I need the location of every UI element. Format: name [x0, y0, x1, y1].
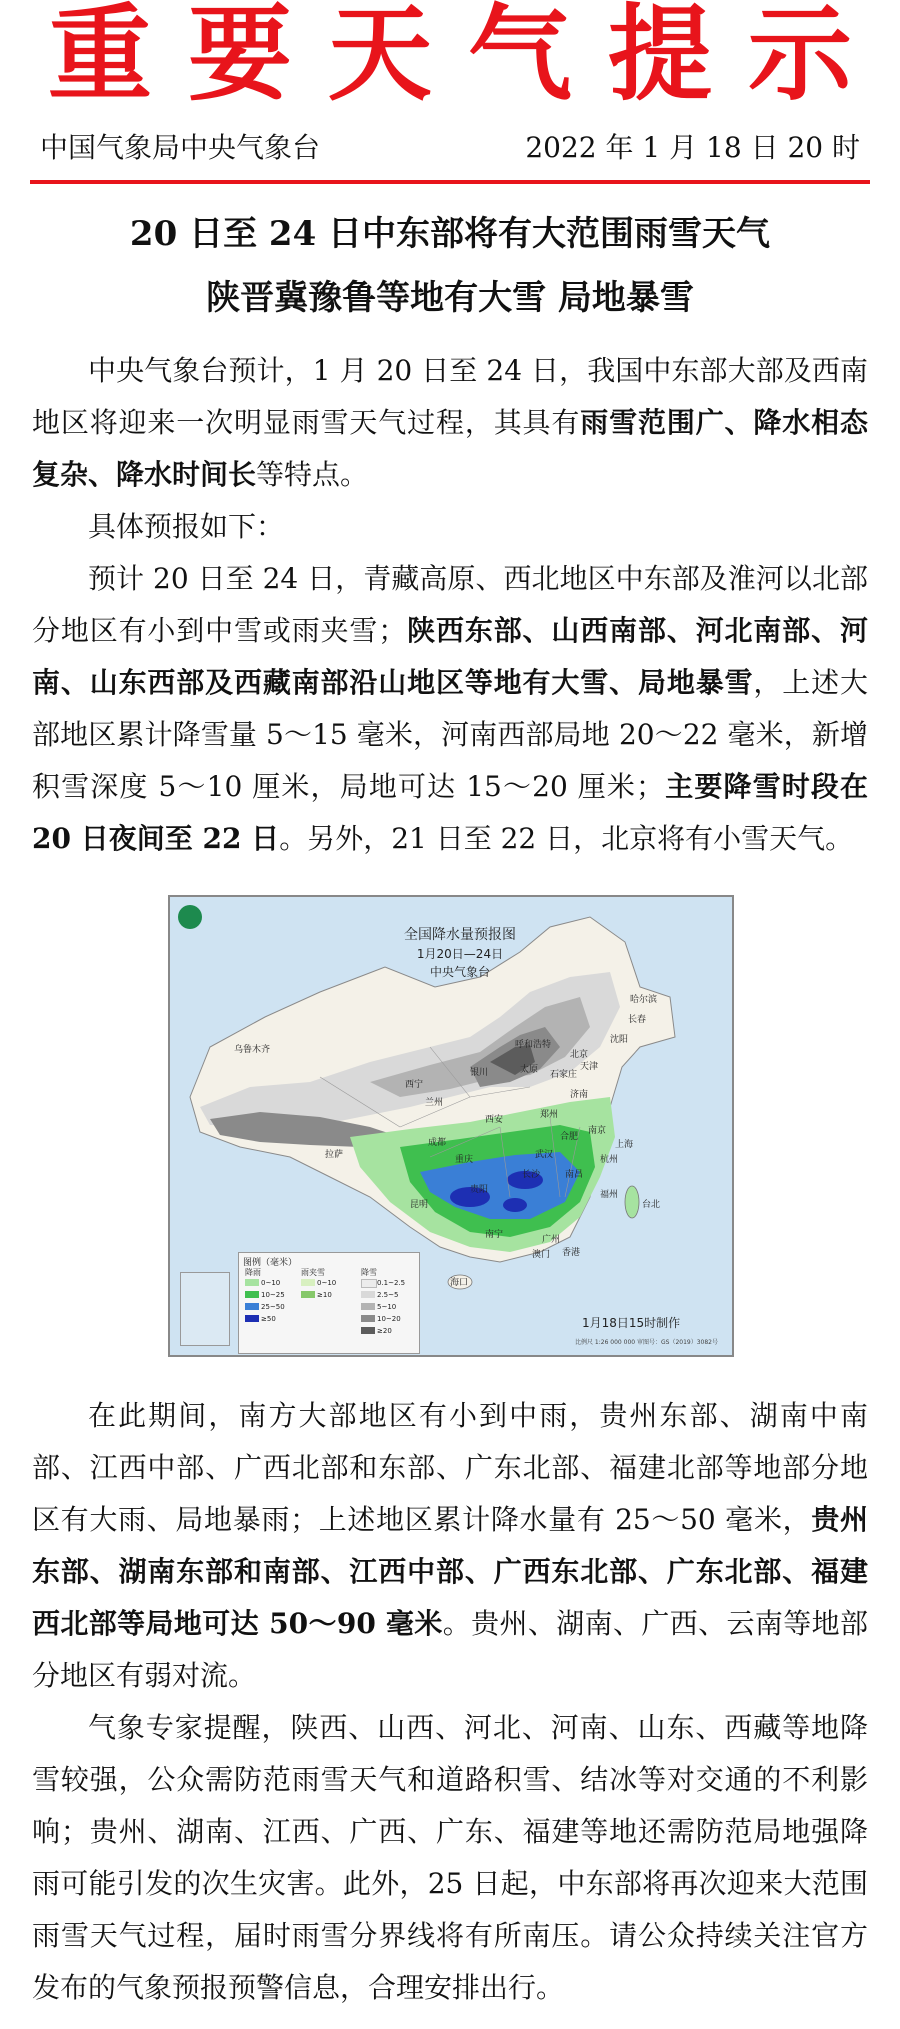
map-agency: 中央气象台	[429, 965, 490, 979]
map-legend	[238, 1252, 420, 1354]
south-china-sea-inset	[180, 1272, 230, 1346]
issuer-name: 中国气象局中央气象台	[40, 131, 321, 164]
snow-text-c: ，上述大部地区累计降雪量 5～15 毫米，河南西部局地 20～22 毫米，新增积雪深度 5～10 厘米，局地可达 15～20 厘米；	[32, 666, 868, 803]
map-period: 1月20日—24日	[416, 947, 504, 961]
legend-swatch	[361, 1279, 377, 1288]
city-label: 合肥	[560, 1132, 579, 1142]
city-label: 重庆	[455, 1155, 474, 1165]
headline-line-1: 20 日至 24 日中东部将有大范围雨雪天气	[129, 214, 771, 254]
city-label: 郑州	[540, 1110, 559, 1120]
map-title: 全国降水量预报图	[404, 927, 516, 943]
legend-swatch	[301, 1291, 315, 1298]
snow-highlight-period: 主要降雪时段在 20 日夜间至 22 日	[32, 770, 868, 855]
snow-highlight-regions: 陕西东部、山西南部、河北南部、河南、山东西部及西藏南部沿山地区等地有大雪、局地暴雪	[32, 614, 868, 699]
snow-text-e: 。另外，21 日至 22 日，北京将有小雪天气。	[279, 822, 854, 855]
city-label: 上海	[615, 1140, 634, 1150]
cma-logo-icon	[178, 905, 202, 929]
legend-label: ≥10	[317, 1291, 332, 1299]
paragraph-snow-forecast	[32, 553, 868, 865]
map-production-time: 1月18日15时制作	[582, 1316, 681, 1330]
legend-swatch	[245, 1291, 259, 1298]
city-label: 太原	[520, 1065, 539, 1075]
snow-text-a: 预计 20 日至 24 日，青藏高原、西北地区中东部及淮河以北部分地区有小到中雪或雨夹雪；	[32, 562, 868, 647]
issue-date: 2022 年 1 月 18 日 20 时	[525, 131, 860, 164]
paragraph-overview	[32, 345, 868, 501]
forecast-body-1	[32, 345, 868, 865]
city-label: 福州	[600, 1190, 619, 1200]
legend-swatch	[361, 1327, 375, 1334]
legend-label: 25~50	[261, 1303, 285, 1311]
city-label: 兰州	[425, 1098, 444, 1108]
city-label: 贵阳	[470, 1185, 489, 1195]
city-label: 成都	[428, 1138, 447, 1148]
legend-swatch	[301, 1279, 315, 1286]
city-label: 海口	[450, 1278, 469, 1288]
legend-sleet-header: 雨夹雪	[301, 1268, 325, 1277]
overview-highlight: 雨雪范围广、降水相态复杂、降水时间长	[32, 406, 868, 491]
issuer-row	[40, 128, 860, 168]
legend-label: 0~10	[317, 1279, 337, 1287]
legend-rain-header: 降雨	[245, 1268, 261, 1277]
overview-tail: 等特点。	[256, 458, 369, 491]
city-label: 哈尔滨	[630, 995, 658, 1005]
city-label: 银川	[470, 1068, 489, 1078]
city-label: 南宁	[485, 1230, 504, 1240]
legend-label: ≥50	[261, 1315, 276, 1323]
map-title-block	[330, 925, 590, 981]
city-label: 天津	[580, 1062, 599, 1072]
forecast-body-2	[32, 1390, 868, 2014]
taiwan-island	[625, 1186, 639, 1218]
city-label: 昆明	[410, 1200, 429, 1210]
city-label: 西宁	[405, 1080, 424, 1090]
legend-title: 图例（毫米）	[243, 1258, 298, 1268]
city-label: 南京	[588, 1126, 607, 1136]
headline-line-2: 陕晋冀豫鲁等地有大雪 局地暴雪	[206, 278, 694, 318]
city-label: 南昌	[565, 1170, 584, 1180]
paragraph-rain-forecast	[32, 1390, 868, 1702]
legend-swatch	[361, 1291, 375, 1298]
city-label: 西安	[485, 1115, 504, 1125]
legend-label: 10~20	[377, 1315, 401, 1323]
legend-swatch	[361, 1303, 375, 1310]
rain-text-c: 。贵州、湖南、广西、云南等地部分地区有弱对流。	[32, 1607, 868, 1692]
city-label: 济南	[570, 1090, 589, 1100]
precipitation-map	[168, 895, 734, 1357]
city-label: 香港	[562, 1248, 581, 1258]
legend-label: 0~10	[261, 1279, 281, 1287]
city-label: 北京	[570, 1050, 589, 1060]
masthead	[0, 0, 900, 120]
city-label: 乌鲁木齐	[234, 1045, 271, 1055]
legend-label: ≥20	[377, 1327, 392, 1335]
legend-swatch	[245, 1315, 259, 1322]
map-scale-note: 比例尺 1:26 000 000 审图号：GS（2019）3082号	[575, 1339, 719, 1346]
rain-highlight: 贵州东部、湖南东部和南部、江西中部、广西东北部、广东北部、福建西北部等局地可达 50～90 毫米	[32, 1503, 868, 1640]
legend-label: 10~25	[261, 1291, 285, 1299]
city-label: 台北	[642, 1200, 661, 1210]
red-divider	[30, 180, 870, 184]
legend-swatch	[245, 1279, 259, 1286]
city-label: 杭州	[600, 1155, 619, 1165]
city-label: 澳门	[532, 1250, 551, 1260]
legend-label: 2.5~5	[377, 1291, 399, 1299]
rain-storm-region-3	[503, 1198, 527, 1212]
city-label: 石家庄	[550, 1070, 578, 1080]
overview-text: 中央气象台预计，1 月 20 日至 24 日，我国中东部大部及西南地区将迎来一次明显雨雪天气过程，其具有	[32, 354, 868, 439]
city-label: 沈阳	[610, 1035, 629, 1045]
paragraph-expert-advice: 气象专家提醒，陕西、山西、河北、河南、山东、西藏等地降雪较强，公众需防范雨雪天气和道路积雪、结冰等对交通的不利影响；贵州、湖南、江西、广西、广东、福建等地还需防范局地强降雨可能引发的次生灾害。此外，25 日起，中东部将再次迎来大范围雨雪天气过程，届时雨雪分界线将有所南压。请公众持续关注官方发布的气象预报预警信息，合理安排出行。	[32, 1711, 868, 2004]
paragraph-details-intro: 具体预报如下：	[88, 510, 285, 543]
legend-label: 5~10	[377, 1303, 397, 1311]
city-label: 武汉	[535, 1150, 554, 1160]
legend-swatch	[361, 1315, 375, 1322]
legend-snow-header: 降雪	[361, 1268, 377, 1277]
city-label: 长沙	[522, 1170, 541, 1180]
legend-swatch	[245, 1303, 259, 1310]
legend-label: 0.1~2.5	[377, 1279, 406, 1287]
city-label: 广州	[542, 1235, 561, 1245]
city-label: 拉萨	[325, 1150, 344, 1160]
city-label: 呼和浩特	[515, 1040, 552, 1050]
rain-text-a: 在此期间，南方大部地区有小到中雨，贵州东部、湖南中南部、江西中部、广西北部和东部、广东北部、福建北部等地部分地区有大雨、局地暴雨；上述地区累计降水量有 25～50 毫米，	[32, 1399, 868, 1536]
masthead-title: 重要天气提示	[47, 0, 888, 115]
city-label: 长春	[628, 1015, 647, 1025]
